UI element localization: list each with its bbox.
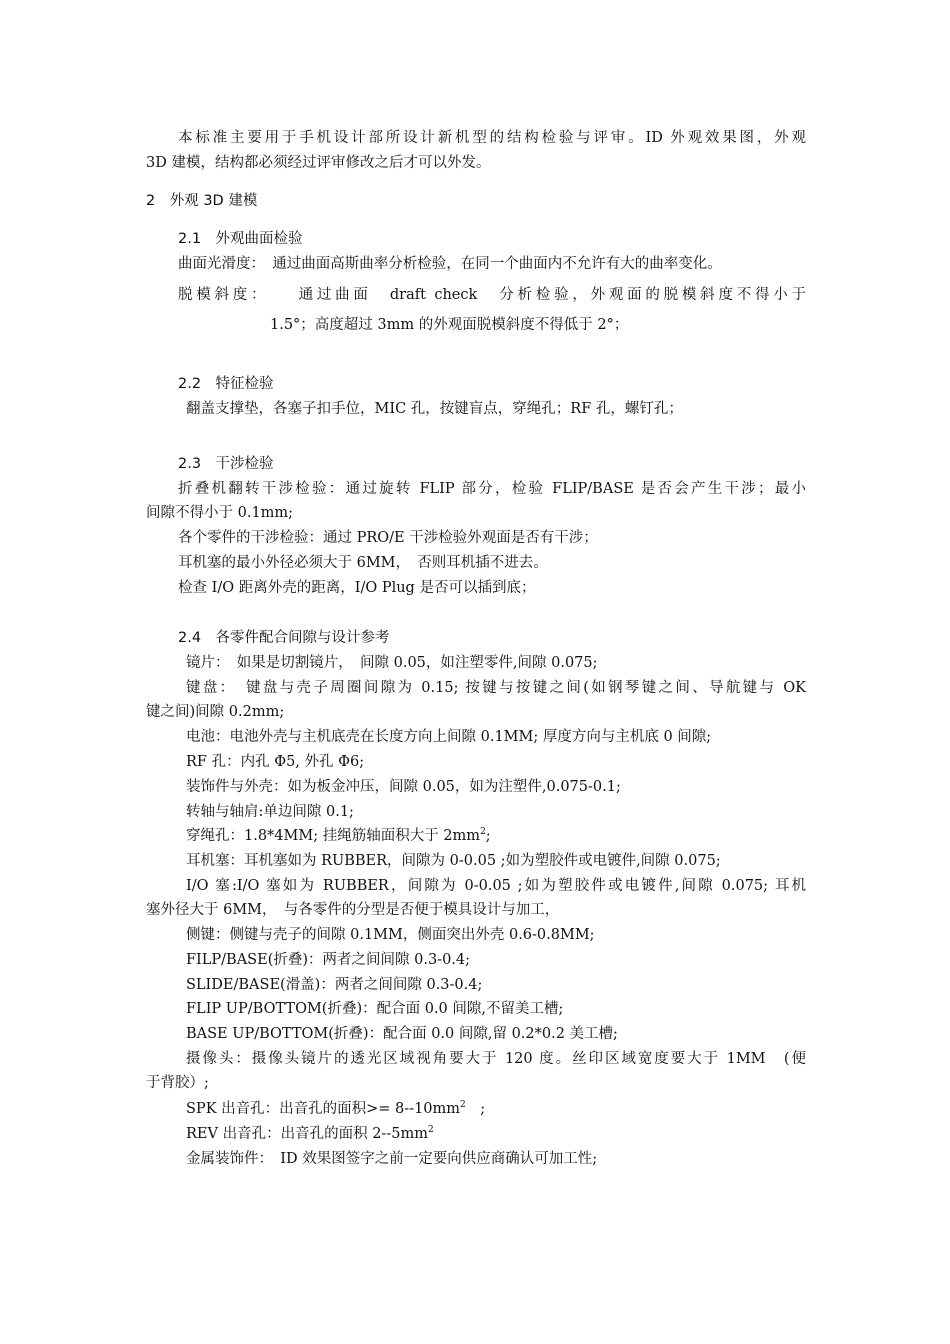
section-2-4-heading: 2.4 各零件配合间隙与设计参考 bbox=[178, 630, 390, 646]
camera-text-2: 于背胶）; bbox=[146, 1075, 209, 1091]
section-2-heading: 2 外观 3D 建模 bbox=[146, 193, 258, 209]
interference-text-2: 各个零件的干涉检验：通过 PRO/E 干涉检验外观面是否有干涉； bbox=[178, 530, 598, 546]
rope-hole-suffix: ; bbox=[485, 828, 491, 844]
rev-hole-superscript: 2 bbox=[427, 1125, 434, 1136]
keypad-gap-text-2: 键之间)间隙 0.2mm; bbox=[146, 704, 285, 720]
interference-text-1b: 间隙不得小于 0.1mm; bbox=[146, 505, 294, 521]
rope-hole-text bbox=[186, 826, 491, 846]
rev-hole-text bbox=[186, 1124, 434, 1144]
spk-hole-main: SPK 出音孔：出音孔的面积>= 8--10mm bbox=[186, 1101, 461, 1117]
spk-hole-superscript: 2 bbox=[460, 1100, 466, 1111]
metal-decoration-text: 金属装饰件： ID 效果图签字之前一定要向供应商确认可加工性; bbox=[186, 1151, 598, 1167]
intro-line-2: 3D 建模，结构都必须经过评审修改之后才可以外发。 bbox=[146, 155, 491, 171]
rev-hole-main: REV 出音孔：出音孔的面积 2--5mm bbox=[186, 1126, 428, 1142]
battery-gap-text: 电池：电池外壳与主机底壳在长度方向上间隙 0.1MM; 厚度方向与主机底 0 间隙; bbox=[186, 729, 712, 745]
camera-text-1: 摄像头：摄像头镜片的透光区域视角要大于 120 度。丝印区域宽度要大于 1MM (便 bbox=[186, 1051, 806, 1067]
rf-hole-text: RF 孔：内孔 Φ5, 外孔 Φ6; bbox=[186, 754, 365, 770]
rope-hole-superscript: 2 bbox=[480, 827, 486, 838]
section-2-1-heading: 2.1 外观曲面检验 bbox=[178, 231, 303, 247]
interference-text-4: 检查 I/O 距离外壳的距离，I/O Plug 是否可以插到底； bbox=[178, 580, 536, 596]
feature-check-text: 翻盖支撑垫，各塞子扣手位，MIC 孔，按键盲点，穿绳孔；RF 孔，螺钉孔； bbox=[186, 401, 683, 417]
slide-base-text: SLIDE/BASE(滑盖)：两者之间间隙 0.3-0.4; bbox=[186, 977, 483, 993]
spk-hole-text bbox=[186, 1099, 485, 1119]
section-2-3-heading: 2.3 干涉检验 bbox=[178, 456, 274, 472]
flip-up-bottom-text: FLIP UP/BOTTOM(折叠)：配合面 0.0 间隙,不留美工槽; bbox=[186, 1001, 564, 1017]
section-2-2-heading: 2.2 特征检验 bbox=[178, 376, 274, 392]
earphone-plug-text: 耳机塞：耳机塞如为 RUBBER，间隙为 0-0.05 ;如为塑胶件或电镀件,间隙 0.075; bbox=[186, 853, 721, 869]
io-plug-text-1: I/O 塞:I/O 塞如为 RUBBER，间隙为 0-0.05 ;如为塑胶件或电镀件,间隙 0.075; 耳机 bbox=[186, 878, 806, 894]
interference-text-3: 耳机塞的最小外径必须大于 6MM， 否则耳机插不进去。 bbox=[178, 555, 548, 571]
base-up-bottom-text: BASE UP/BOTTOM(折叠)：配合面 0.0 间隙,留 0.2*0.2 美工槽; bbox=[186, 1026, 618, 1042]
interference-text-1a: 折叠机翻转干涉检验：通过旋转 FLIP 部分，检验 FLIP/BASE 是否会产生干涉；最小 bbox=[178, 481, 806, 497]
lens-gap-text: 镜片： 如果是切割镜片， 间隙 0.05，如注塑零件,间隙 0.075; bbox=[186, 655, 598, 671]
flip-base-text: FILP/BASE(折叠)：两者之间间隙 0.3-0.4; bbox=[186, 952, 471, 968]
draft-angle-text-1: 脱模斜度： 通过曲面 draft check 分析检验，外观面的脱模斜度不得小于 bbox=[178, 287, 806, 303]
rope-hole-main: 穿绳孔：1.8*4MM; 挂绳筋轴面积大于 2mm bbox=[186, 828, 481, 844]
draft-angle-text-2: 1.5°；高度超过 3mm 的外观面脱模斜度不得低于 2°； bbox=[270, 317, 629, 333]
io-plug-text-2: 塞外径大于 6MM， 与各零件的分型是否便于模具设计与加工， bbox=[146, 902, 560, 918]
spk-hole-suffix: ; bbox=[465, 1101, 486, 1117]
side-key-text: 侧键：侧键与壳子的间隙 0.1MM，侧面突出外壳 0.6-0.8MM; bbox=[186, 927, 595, 943]
decoration-gap-text: 装饰件与外壳：如为板金冲压，间隙 0.05，如为注塑件,0.075-0.1; bbox=[186, 779, 621, 795]
intro-line-1: 本标准主要用于手机设计部所设计新机型的结构检验与评审。ID 外观效果图，外观 bbox=[178, 130, 806, 146]
surface-smoothness-text: 曲面光滑度： 通过曲面高斯曲率分析检验，在同一个曲面内不允许有大的曲率变化。 bbox=[178, 256, 722, 272]
shaft-gap-text: 转轴与轴肩:单边间隙 0.1; bbox=[186, 804, 354, 820]
keypad-gap-text-1: 键盘： 键盘与壳子周圈间隙为 0.15; 按键与按键之间(如钢琴键之间、导航键与 OK bbox=[186, 680, 806, 696]
